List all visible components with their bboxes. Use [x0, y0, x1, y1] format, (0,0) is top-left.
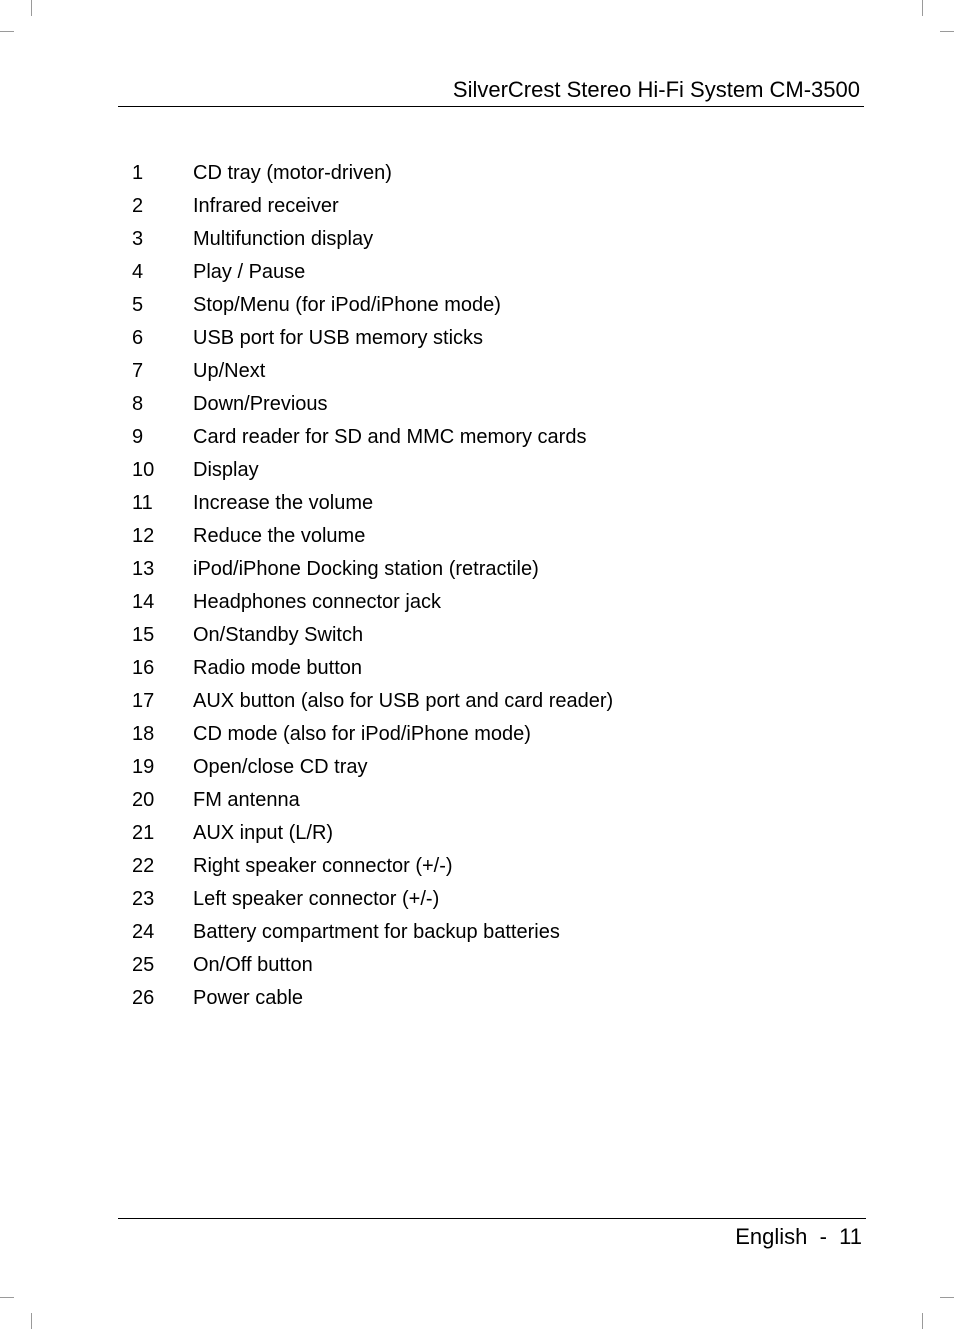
header-title: SilverCrest Stereo Hi-Fi System CM-3500	[452, 77, 860, 102]
list-item	[132, 520, 613, 553]
part-number: 3	[132, 228, 144, 250]
parts-list	[132, 157, 613, 1015]
list-item	[132, 190, 613, 223]
part-label: iPod/iPhone Docking station (retractile)	[193, 558, 539, 580]
part-number: 17	[132, 690, 155, 712]
list-item	[132, 619, 613, 652]
list-item	[132, 751, 613, 784]
part-label: Stop/Menu (for iPod/iPhone mode)	[193, 294, 501, 316]
list-item	[132, 322, 613, 355]
part-number: 12	[132, 525, 155, 547]
part-number: 9	[132, 426, 144, 448]
list-item	[132, 256, 613, 289]
part-number: 1	[132, 162, 144, 184]
part-label: AUX input (L/R)	[193, 822, 334, 844]
crop-mark-top-right-horizontal	[940, 31, 954, 32]
list-item	[132, 685, 613, 718]
part-label: Display	[193, 459, 259, 481]
crop-mark-top-right-vertical	[922, 0, 923, 16]
part-label: AUX button (also for USB port and card reader)	[193, 690, 614, 712]
part-number: 7	[132, 360, 144, 382]
part-number: 11	[132, 492, 153, 514]
part-number: 6	[132, 327, 144, 349]
list-item	[132, 157, 613, 190]
part-label: Right speaker connector (+/-)	[193, 855, 453, 877]
part-label: Open/close CD tray	[193, 756, 368, 778]
page-footer	[118, 1218, 866, 1253]
part-number: 13	[132, 558, 155, 580]
list-item	[132, 949, 613, 982]
part-label: On/Standby Switch	[193, 624, 364, 646]
list-item	[132, 916, 613, 949]
part-label: Play / Pause	[193, 261, 306, 283]
crop-mark-top-left-horizontal	[0, 31, 14, 32]
list-item	[132, 289, 613, 322]
part-label: Headphones connector jack	[193, 591, 441, 613]
part-label: USB port for USB memory sticks	[193, 327, 484, 349]
part-label: Up/Next	[193, 360, 266, 382]
part-label: CD mode (also for iPod/iPhone mode)	[193, 723, 531, 745]
part-label: Battery compartment for backup batteries	[193, 921, 560, 943]
part-number: 2	[132, 195, 144, 217]
list-item	[132, 355, 613, 388]
part-label: Radio mode button	[193, 657, 363, 679]
part-label: On/Off button	[193, 954, 313, 976]
part-number: 16	[132, 657, 155, 679]
crop-mark-bottom-right-horizontal	[940, 1297, 954, 1298]
list-item	[132, 223, 613, 256]
part-label: Card reader for SD and MMC memory cards	[193, 426, 587, 448]
crop-mark-top-left-vertical	[31, 0, 32, 16]
part-label: FM antenna	[193, 789, 300, 811]
part-label: Power cable	[193, 987, 304, 1009]
list-item	[132, 850, 613, 883]
list-item	[132, 553, 613, 586]
part-label: Multifunction display	[193, 228, 374, 250]
part-number: 19	[132, 756, 155, 778]
part-number: 4	[132, 261, 144, 283]
footer-page-label: English - 11	[735, 1224, 862, 1249]
part-number: 20	[132, 789, 155, 811]
part-label: Increase the volume	[193, 492, 374, 514]
part-number: 18	[132, 723, 155, 745]
part-number: 23	[132, 888, 155, 910]
part-label: Left speaker connector (+/-)	[193, 888, 440, 910]
list-item	[132, 784, 613, 817]
list-item	[132, 421, 613, 454]
crop-mark-bottom-left-horizontal	[0, 1297, 14, 1298]
list-item	[132, 718, 613, 751]
part-label: Infrared receiver	[193, 195, 339, 217]
list-item	[132, 982, 613, 1015]
part-number: 10	[132, 459, 155, 481]
list-item	[132, 586, 613, 619]
crop-mark-bottom-right-vertical	[922, 1313, 923, 1329]
list-item	[132, 388, 613, 421]
list-item	[132, 883, 613, 916]
list-item	[132, 487, 613, 520]
part-number: 14	[132, 591, 155, 613]
part-number: 21	[132, 822, 155, 844]
part-label: CD tray (motor-driven)	[193, 162, 392, 184]
list-item	[132, 652, 613, 685]
part-number: 25	[132, 954, 155, 976]
part-label: Down/Previous	[193, 393, 328, 415]
list-item	[132, 454, 613, 487]
page-header	[118, 76, 864, 107]
part-label: Reduce the volume	[193, 525, 366, 547]
part-number: 15	[132, 624, 155, 646]
part-number: 24	[132, 921, 155, 943]
part-number: 22	[132, 855, 155, 877]
part-number: 26	[132, 987, 155, 1009]
part-number: 8	[132, 393, 144, 415]
crop-mark-bottom-left-vertical	[31, 1313, 32, 1329]
part-number: 5	[132, 294, 144, 316]
list-item	[132, 817, 613, 850]
